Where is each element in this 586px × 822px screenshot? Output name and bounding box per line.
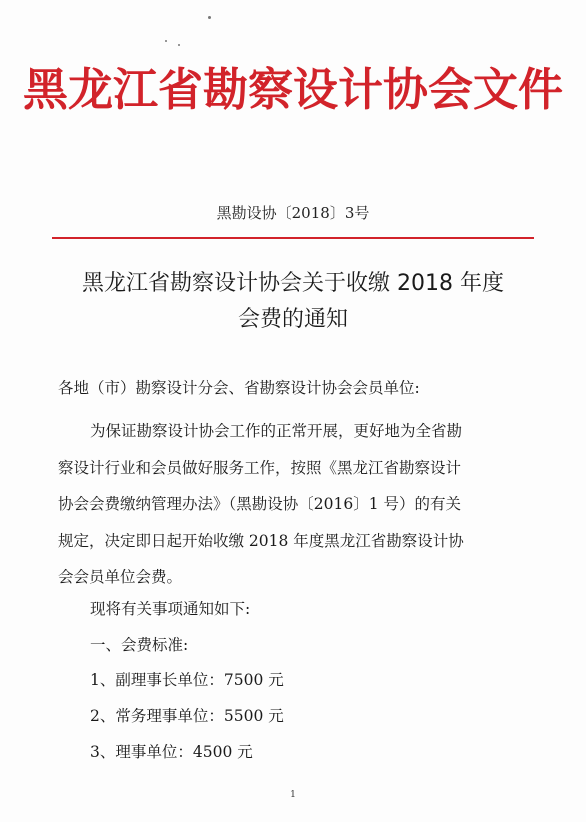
document-number: 黑勘设协〔2018〕3号 (216, 204, 370, 222)
scan-speck (165, 40, 167, 42)
notice-title-line: 黑龙江省勘察设计协会关于收缴 2018 年度 (82, 271, 504, 296)
fee-item: 3、理事单位：4500 元 (90, 743, 253, 761)
scan-speck (178, 44, 180, 46)
org-header-title: 黑龙江省勘察设计协会文件 (22, 63, 563, 116)
scan-speck (208, 16, 211, 19)
red-divider-rule (52, 237, 534, 239)
salutation: 各地（市）勘察设计分会、省勘察设计协会会员单位: (58, 379, 420, 397)
fee-item: 1、副理事长单位：7500 元 (90, 671, 284, 689)
paragraph-line: 协会会费缴纳管理办法》（黑勘设协〔2016〕1 号）的有关 (58, 495, 461, 513)
notice-title (40, 266, 546, 338)
paragraph-line: 为保证勘察设计协会工作的正常开展，更好地为全省勘 (90, 422, 463, 440)
paragraph-line: 规定，决定即日起开始收缴 2018 年度黑龙江省勘察设计协 (58, 531, 464, 550)
intro-line: 现将有关事项通知如下: (90, 600, 251, 618)
paragraph-line: 会会员单位会费。 (58, 568, 183, 586)
notice-title-line: 会费的通知 (237, 307, 348, 332)
body-paragraph (58, 413, 548, 596)
fee-item: 2、常务理事单位：5500 元 (90, 707, 284, 725)
section-heading: 一、会费标准: (90, 636, 189, 654)
page-number: 1 (290, 790, 296, 800)
paragraph-line: 察设计行业和会员做好服务工作，按照《黑龙江省勘察设计 (58, 458, 462, 477)
